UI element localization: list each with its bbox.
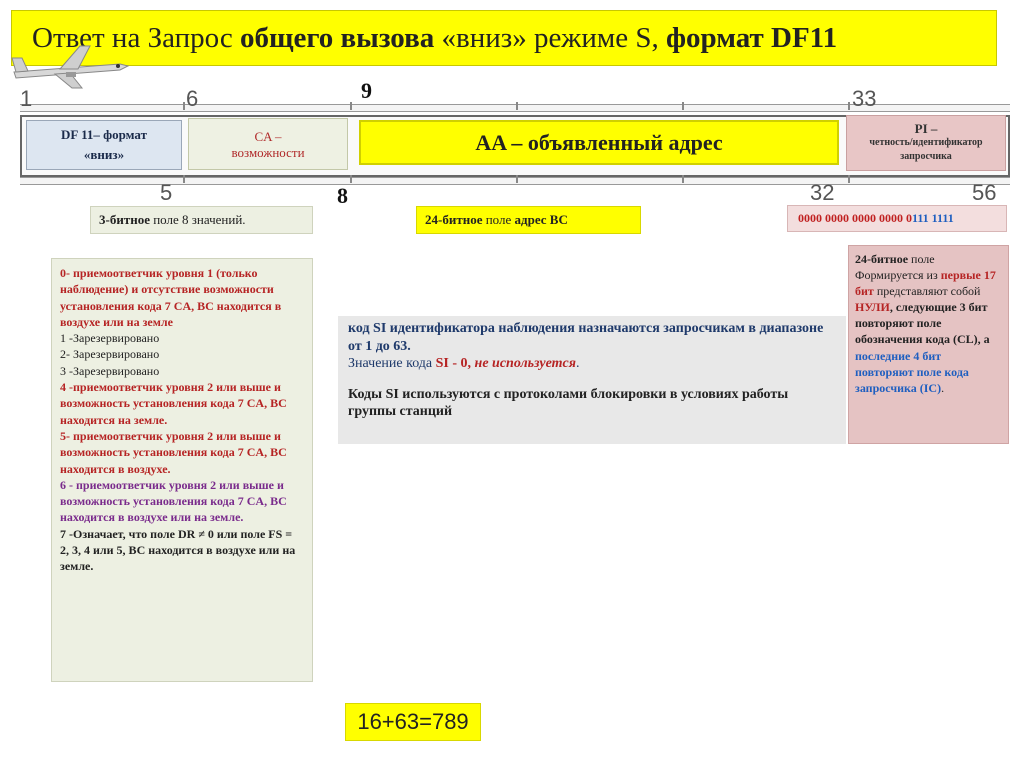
- ca-field: CA – возможности: [188, 118, 348, 170]
- aa-field: AA – объявленный адрес: [359, 120, 839, 165]
- ca-value-7: 7 -Означает, что поле DR ≠ 0 или поле FS = 2, 3, 4 или 5, ВС находится в воздухе или на земле.: [60, 526, 296, 574]
- bit-number-9: 9: [361, 78, 372, 103]
- bit-number-6: 6: [186, 86, 199, 111]
- ruler-tick: [350, 102, 352, 110]
- bit-number-1: 1: [20, 86, 33, 111]
- si-info-box: [338, 316, 846, 444]
- pi-field: PI – четность/идентификатор запросчика: [846, 115, 1006, 171]
- page-title: Ответ на Запрос общего вызова «вниз» режиме S, формат DF11: [11, 10, 997, 66]
- ca-value-3: 3 -Зарезервировано: [60, 363, 160, 378]
- pi-bit-pattern: 0000 0000 0000 0000 0111 1111: [787, 205, 1007, 232]
- formula-box: 16+63=789: [345, 703, 481, 741]
- ca-value-5: 5- приемоответчик уровня 2 или выше и возможность установления кода 7 CA, ВС находится в воздухе.: [60, 428, 287, 476]
- ca-values-list: [51, 258, 313, 682]
- ca-value-1: 1 -Зарезервировано: [60, 331, 160, 346]
- ca-value-2: 2- Зарезервировано: [60, 347, 160, 362]
- pi-info-box: 24-битное поле Формируется из первые 17 бит представляют собой НУЛИ, следующие 3 бит повторяют поле обозначения кода (CL), а последние 4 бит повторяют поле кода запросчика (IC).: [848, 245, 1009, 444]
- bit-number-5: 5: [160, 180, 173, 205]
- bit-number-56: 56: [972, 180, 997, 205]
- ruler-tick: [350, 175, 352, 183]
- si-info-line-1: код SI идентификатора наблюдения назначаются запросчикам в диапазоне от 1 до 63.: [348, 321, 824, 354]
- ruler-tick: [848, 102, 850, 110]
- ca-value-0: 0- приемоответчик уровня 1 (только наблюдение) и отсутствие возможности установления кода 7 CA, ВС находится в воздухе или на земле: [60, 266, 282, 329]
- ruler-tick: [516, 102, 518, 110]
- si-info-line-2: Значение кода SI - 0, не используется.: [348, 356, 580, 371]
- ca-size-label: 3-битное поле 8 значений.: [90, 206, 313, 234]
- ruler-tick: [516, 175, 518, 183]
- ca-value-6: 6 - приемоответчик уровня 2 или выше и возможность установления кода 7 CA, ВС находится в воздухе или на земле.: [60, 477, 287, 525]
- ruler-tick: [183, 175, 185, 183]
- bit-number-33: 33: [852, 86, 877, 111]
- bit-number-32: 32: [810, 180, 835, 205]
- airplane-icon: [10, 42, 130, 92]
- bit-number-8: 8: [337, 183, 348, 208]
- aa-size-label: 24-битное поле адрес ВС: [416, 206, 641, 234]
- ruler-tick: [682, 102, 684, 110]
- ruler-tick: [183, 102, 185, 110]
- ruler-tick: [848, 175, 850, 183]
- df-field: DF 11– формат «вниз»: [26, 120, 182, 170]
- ruler-tick: [682, 175, 684, 183]
- ca-value-4: 4 -приемоответчик уровня 2 или выше и возможность установления кода 7 CA, ВС находится на земле.: [60, 380, 287, 427]
- si-info-line-3: Коды SI используются с протоколами блокировки в условиях работы группы станций: [348, 386, 789, 419]
